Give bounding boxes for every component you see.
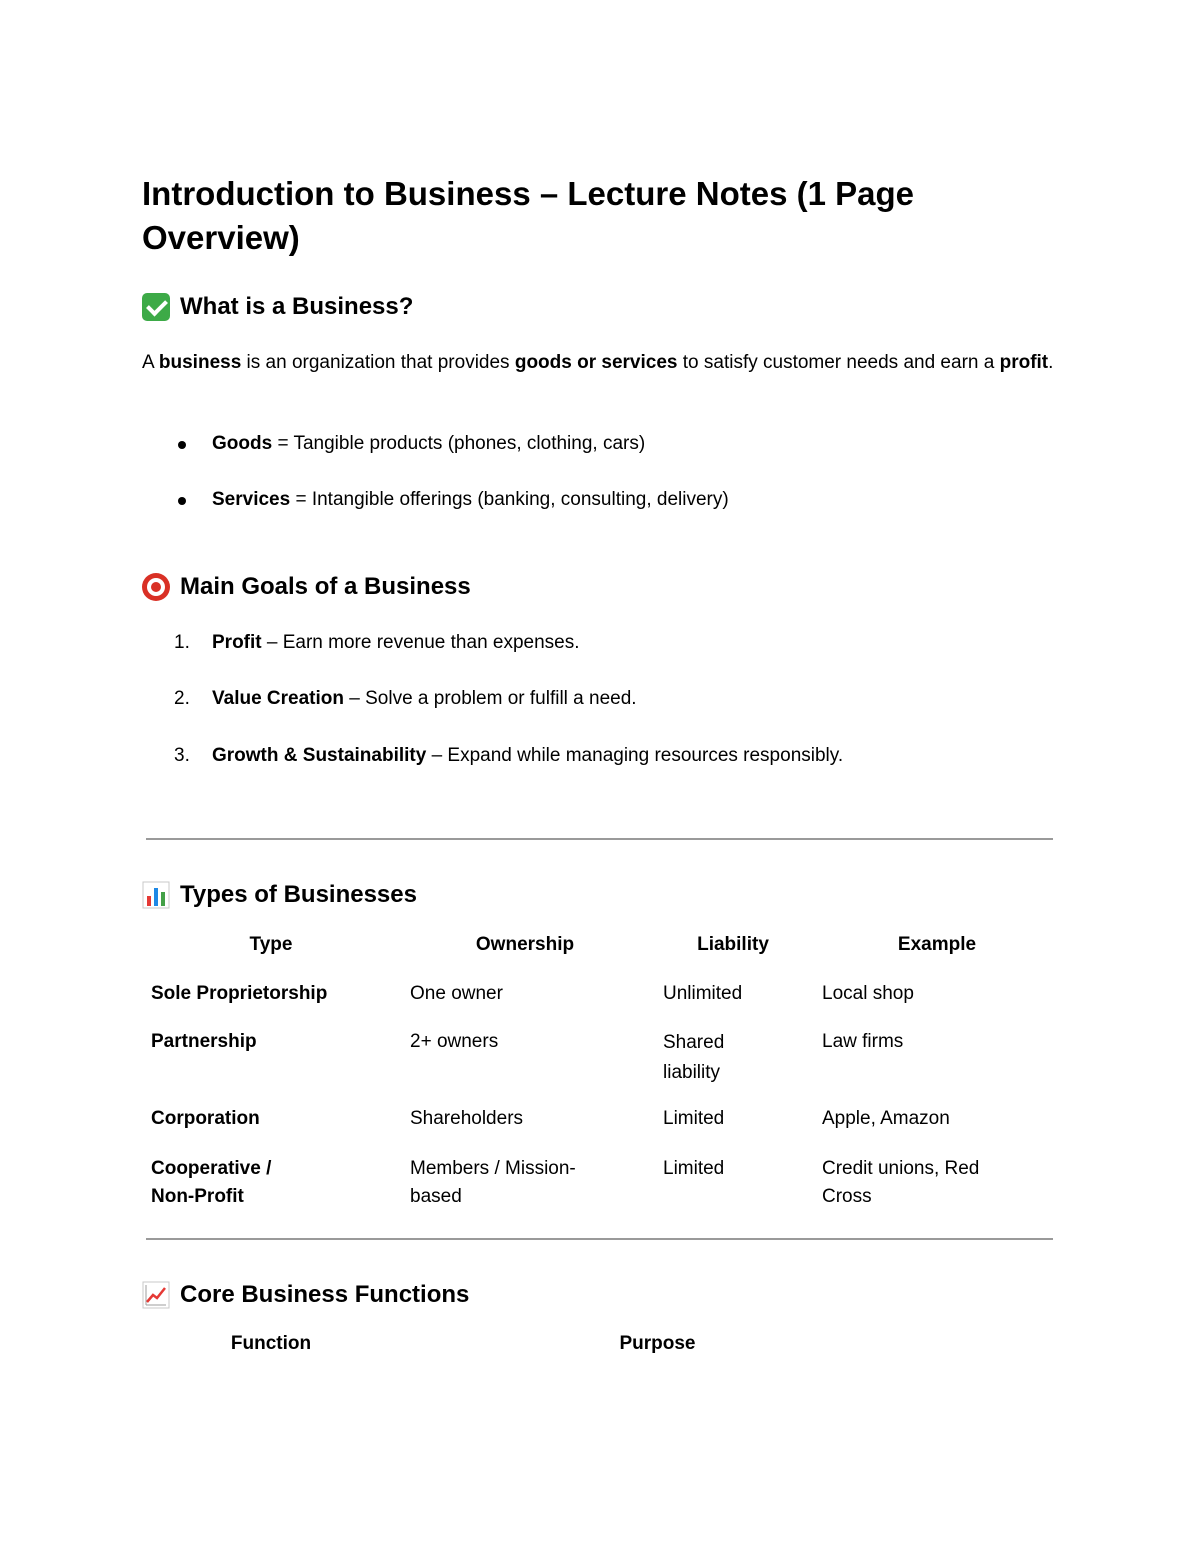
horizontal-rule: [146, 838, 1053, 840]
table-header-purpose: Purpose: [619, 1333, 696, 1354]
table-cell-liability: Shared liability: [663, 1032, 725, 1083]
table-header-liability: Liability: [697, 934, 769, 955]
table-header-type: Type: [249, 934, 293, 955]
section-heading-text: Types of Businesses: [180, 881, 417, 908]
table-cell-liability: Unlimited: [663, 983, 743, 1004]
definition-term-goods-services: goods or services: [514, 352, 678, 373]
table-cell-type: Sole Proprietorship: [151, 983, 328, 1004]
trending-chart-icon: [142, 1281, 170, 1309]
section-heading-main-goals: [142, 572, 471, 602]
table-header-example: Example: [897, 934, 977, 955]
table-cell-example: Law firms: [822, 1031, 904, 1052]
definition-text: to satisfy customer needs and earn a: [677, 352, 1000, 373]
table-cell-example: Local shop: [822, 983, 914, 1004]
table-cell-ownership: 2+ owners: [410, 1031, 499, 1052]
table-cell-liability: Limited: [663, 1158, 725, 1179]
table-cell-ownership: Shareholders: [410, 1108, 524, 1129]
list-text: – Solve a problem or fulfill a need.: [344, 688, 637, 709]
bullet-term: Services: [212, 489, 291, 510]
bullet-text: = Tangible products (phones, clothing, cars): [272, 433, 646, 454]
section-heading-text: Core Business Functions: [180, 1281, 470, 1308]
table-cell-example: Credit unions, Red Cross: [822, 1158, 980, 1207]
bullet-dot: [178, 497, 186, 505]
list-text: – Earn more revenue than expenses.: [261, 632, 580, 653]
table-cell-example: Apple, Amazon: [822, 1108, 950, 1129]
list-text: – Expand while managing resources responsibly.: [426, 745, 844, 766]
section-heading-what-is-business: [142, 292, 413, 322]
page-title: Introduction to Business – Lecture Notes (1 Page Overview): [142, 175, 914, 256]
list-term: Value Creation: [212, 688, 344, 709]
table-cell-type: Cooperative / Non-Profit: [151, 1158, 272, 1207]
target-icon: [142, 573, 170, 601]
list-term: Profit: [212, 632, 262, 653]
definition-text: .: [1048, 352, 1054, 373]
definition-text: A: [142, 352, 159, 373]
section-heading-text: What is a Business?: [180, 293, 414, 320]
business-definition: [142, 348, 1062, 377]
bar-chart-icon: [142, 881, 170, 909]
section-heading-core-functions: [142, 1280, 469, 1310]
list-number: 2.: [174, 688, 190, 709]
definition-term-business: business: [158, 352, 242, 373]
definition-text: is an organization that provides: [241, 352, 515, 373]
list-number: 1.: [174, 632, 190, 653]
bullet-dot: [178, 441, 186, 449]
table-cell-type: Corporation: [151, 1108, 260, 1129]
definition-term-profit: profit: [999, 352, 1049, 373]
check-mark-icon: [142, 293, 170, 321]
section-heading-text: Main Goals of a Business: [180, 573, 471, 600]
bullet-term: Goods: [212, 433, 273, 454]
horizontal-rule: [146, 1238, 1053, 1240]
table-cell-type: Partnership: [151, 1031, 257, 1052]
table-cell-liability: Limited: [663, 1108, 725, 1129]
table-cell-ownership: One owner: [410, 983, 503, 1004]
list-number: 3.: [174, 745, 190, 766]
bullet-text: = Intangible offerings (banking, consulting, delivery): [290, 489, 729, 510]
list-term: Growth & Sustainability: [212, 745, 427, 766]
table-header-function: Function: [230, 1333, 312, 1354]
section-heading-types: [142, 880, 417, 910]
table-header-ownership: Ownership: [475, 934, 575, 955]
table-cell-ownership: Members / Mission-based: [410, 1158, 576, 1207]
